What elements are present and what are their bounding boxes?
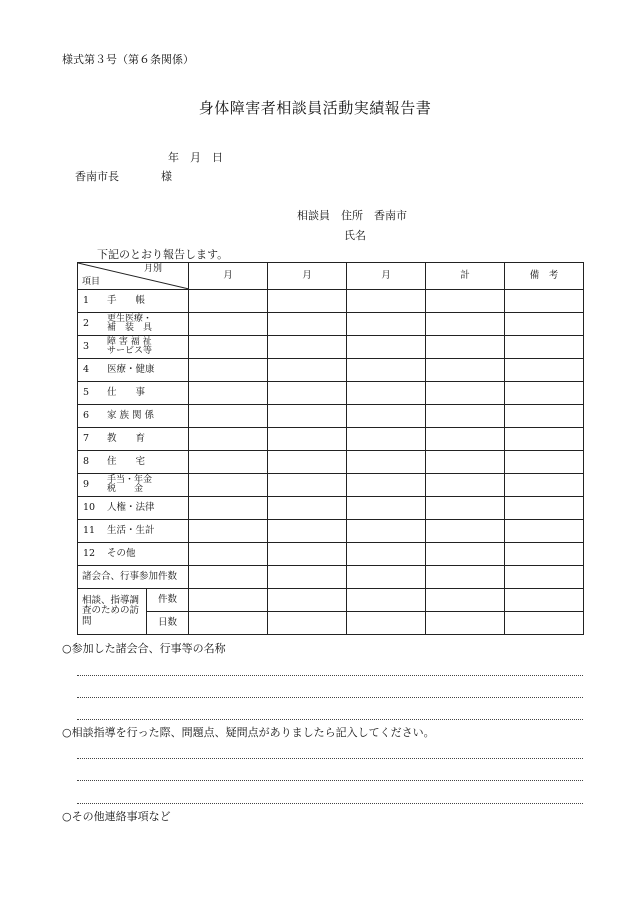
visits-count-month-3-cell[interactable] (347, 589, 426, 612)
row-10-month-3-cell[interactable] (347, 497, 426, 520)
category-number: 9 (83, 479, 90, 491)
category-number: 6 (83, 410, 90, 422)
meetings-month-3-cell[interactable] (347, 566, 426, 589)
row-10-month-2-cell[interactable] (268, 497, 347, 520)
section-other: ○その他連絡事項など (62, 810, 171, 823)
counselor-name: 氏名 (344, 229, 366, 242)
col-month-3: 月 (347, 263, 426, 290)
row-1-remarks-cell[interactable] (505, 290, 584, 313)
date-line: 年 月 日 (168, 151, 223, 164)
table-row-visits-days (78, 612, 584, 635)
category-label: その他 (107, 548, 136, 560)
table-row (78, 497, 584, 520)
meetings-month-2-cell[interactable] (268, 566, 347, 589)
category-cell (78, 497, 189, 520)
category-label: 手当・年金 税 金 (107, 474, 153, 494)
row-11-month-1-cell[interactable] (189, 520, 268, 543)
row-2-month-1-cell[interactable] (189, 313, 268, 336)
row-6-month-2-cell[interactable] (268, 405, 347, 428)
row-12-remarks-cell[interactable] (505, 543, 584, 566)
category-label: 生活・生計 (107, 525, 155, 537)
category-cell (78, 290, 189, 313)
row-2-month-2-cell[interactable] (268, 313, 347, 336)
category-label: 医療・健康 (107, 364, 155, 376)
section-meetings: ○参加した諸会合、行事等の名称 (62, 642, 226, 655)
row-1-month-3-cell[interactable] (347, 290, 426, 313)
row-3-month-3-cell[interactable] (347, 336, 426, 359)
category-number: 8 (83, 456, 90, 468)
category-label: 障 害 福 祉 サービス等 (107, 336, 153, 356)
table-row (78, 336, 584, 359)
table-row (78, 520, 584, 543)
visits-count-month-2-cell[interactable] (268, 589, 347, 612)
visits-days-month-2-cell[interactable] (268, 612, 347, 635)
row-7-remarks-cell[interactable] (505, 428, 584, 451)
row-9-month-3-cell[interactable] (347, 474, 426, 497)
category-cell (78, 520, 189, 543)
visits-days-month-3-cell[interactable] (347, 612, 426, 635)
row-11-month-3-cell[interactable] (347, 520, 426, 543)
category-number: 11 (83, 525, 96, 537)
category-cell (78, 359, 189, 382)
meetings-month-1-cell[interactable] (189, 566, 268, 589)
category-number: 5 (83, 387, 90, 399)
row-6-total-cell[interactable] (426, 405, 505, 428)
table-row (78, 428, 584, 451)
addressee (75, 168, 172, 184)
intro-text: 下記のとおり報告します。 (97, 248, 229, 261)
row-3-total-cell[interactable] (426, 336, 505, 359)
col-month-1: 月 (189, 263, 268, 290)
corner-item: 項目 (82, 276, 101, 287)
row-4-month-3-cell[interactable] (347, 359, 426, 382)
write-line[interactable] (77, 758, 583, 759)
table-row (78, 543, 584, 566)
write-line[interactable] (77, 675, 583, 676)
row-5-month-3-cell[interactable] (347, 382, 426, 405)
visits-label: 相談、指導調査のための訪問 (82, 594, 140, 627)
row-5-total-cell[interactable] (426, 382, 505, 405)
category-cell (78, 428, 189, 451)
category-label: 更生医療・ 補 装 具 (107, 313, 153, 333)
category-label: 住 宅 (107, 456, 146, 468)
row-5-month-2-cell[interactable] (268, 382, 347, 405)
category-number: 12 (83, 548, 96, 560)
visits-count-month-1-cell[interactable] (189, 589, 268, 612)
category-label: 人権・法律 (107, 502, 155, 514)
table-row (78, 451, 584, 474)
meetings-label: 諸会合、行事参加件数 (82, 570, 178, 582)
visits-count-label: 件数 (147, 589, 189, 612)
row-3-remarks-cell[interactable] (505, 336, 584, 359)
table-row (78, 290, 584, 313)
row-2-remarks-cell[interactable] (505, 313, 584, 336)
row-2-total-cell[interactable] (426, 313, 505, 336)
table-row-visits-count (78, 589, 584, 612)
table-row-meetings (78, 566, 584, 589)
row-4-remarks-cell[interactable] (505, 359, 584, 382)
form-number: 様式第３号（第６条関係） (62, 53, 194, 66)
row-8-month-2-cell[interactable] (268, 451, 347, 474)
row-6-month-1-cell[interactable] (189, 405, 268, 428)
category-cell (78, 336, 189, 359)
table-row (78, 382, 584, 405)
category-label: 教 育 (107, 433, 146, 445)
row-7-month-1-cell[interactable] (189, 428, 268, 451)
row-4-month-2-cell[interactable] (268, 359, 347, 382)
row-12-total-cell[interactable] (426, 543, 505, 566)
category-cell (78, 313, 189, 336)
visits-days-remarks-cell[interactable] (505, 612, 584, 635)
row-4-total-cell[interactable] (426, 359, 505, 382)
col-month-2: 月 (268, 263, 347, 290)
row-1-total-cell[interactable] (426, 290, 505, 313)
category-label: 家 族 関 係 (107, 410, 155, 422)
col-remarks: 備 考 (505, 263, 584, 290)
row-5-month-1-cell[interactable] (189, 382, 268, 405)
honorific: 様 (161, 170, 172, 183)
row-7-month-2-cell[interactable] (268, 428, 347, 451)
page-title: 身体障害者相談員活動実績報告書 (198, 99, 432, 117)
category-label: 手 帳 (107, 295, 146, 307)
row-1-month-2-cell[interactable] (268, 290, 347, 313)
visits-days-month-1-cell[interactable] (189, 612, 268, 635)
row-12-month-1-cell[interactable] (189, 543, 268, 566)
category-cell (78, 451, 189, 474)
category-label: 仕 事 (107, 387, 146, 399)
category-number: 4 (83, 364, 90, 376)
corner-cell (78, 263, 189, 290)
row-9-remarks-cell[interactable] (505, 474, 584, 497)
corner-month: 月別 (143, 264, 162, 274)
meetings-remarks-cell[interactable] (505, 566, 584, 589)
category-number: 2 (83, 318, 90, 330)
row-9-month-2-cell[interactable] (268, 474, 347, 497)
counselor-address: 相談員 住所 香南市 (297, 209, 407, 222)
table-row (78, 405, 584, 428)
row-8-remarks-cell[interactable] (505, 451, 584, 474)
visits-days-total-cell[interactable] (426, 612, 505, 635)
category-number: 1 (83, 295, 90, 307)
row-9-month-1-cell[interactable] (189, 474, 268, 497)
visits-days-label: 日数 (147, 612, 189, 635)
row-8-month-3-cell[interactable] (347, 451, 426, 474)
row-11-total-cell[interactable] (426, 520, 505, 543)
row-10-remarks-cell[interactable] (505, 497, 584, 520)
row-7-month-3-cell[interactable] (347, 428, 426, 451)
meetings-label-cell (78, 566, 189, 589)
category-number: 7 (83, 433, 90, 445)
section-issues: ○相談指導を行った際、問題点、疑問点がありましたら記入してください。 (62, 726, 435, 739)
row-11-remarks-cell[interactable] (505, 520, 584, 543)
activity-table (77, 262, 584, 635)
row-7-total-cell[interactable] (426, 428, 505, 451)
category-cell (78, 382, 189, 405)
visits-count-remarks-cell[interactable] (505, 589, 584, 612)
row-3-month-1-cell[interactable] (189, 336, 268, 359)
write-line[interactable] (77, 803, 583, 804)
write-line[interactable] (77, 780, 583, 781)
row-8-total-cell[interactable] (426, 451, 505, 474)
row-4-month-1-cell[interactable] (189, 359, 268, 382)
category-number: 10 (83, 502, 96, 514)
table-row (78, 474, 584, 497)
row-12-month-2-cell[interactable] (268, 543, 347, 566)
visits-label-cell (78, 589, 147, 635)
category-number: 3 (83, 341, 90, 353)
category-cell (78, 543, 189, 566)
row-3-month-2-cell[interactable] (268, 336, 347, 359)
visits-count-total-cell[interactable] (426, 589, 505, 612)
row-10-month-1-cell[interactable] (189, 497, 268, 520)
write-line[interactable] (77, 719, 583, 720)
category-cell (78, 474, 189, 497)
row-5-remarks-cell[interactable] (505, 382, 584, 405)
meetings-total-cell[interactable] (426, 566, 505, 589)
row-9-total-cell[interactable] (426, 474, 505, 497)
row-6-month-3-cell[interactable] (347, 405, 426, 428)
row-8-month-1-cell[interactable] (189, 451, 268, 474)
table-row (78, 313, 584, 336)
row-2-month-3-cell[interactable] (347, 313, 426, 336)
addressee-name: 香南市長 (75, 170, 119, 183)
row-10-total-cell[interactable] (426, 497, 505, 520)
row-1-month-1-cell[interactable] (189, 290, 268, 313)
table-header-row (78, 263, 584, 290)
category-cell (78, 405, 189, 428)
table-row (78, 359, 584, 382)
row-11-month-2-cell[interactable] (268, 520, 347, 543)
row-12-month-3-cell[interactable] (347, 543, 426, 566)
col-total: 計 (426, 263, 505, 290)
write-line[interactable] (77, 697, 583, 698)
row-6-remarks-cell[interactable] (505, 405, 584, 428)
